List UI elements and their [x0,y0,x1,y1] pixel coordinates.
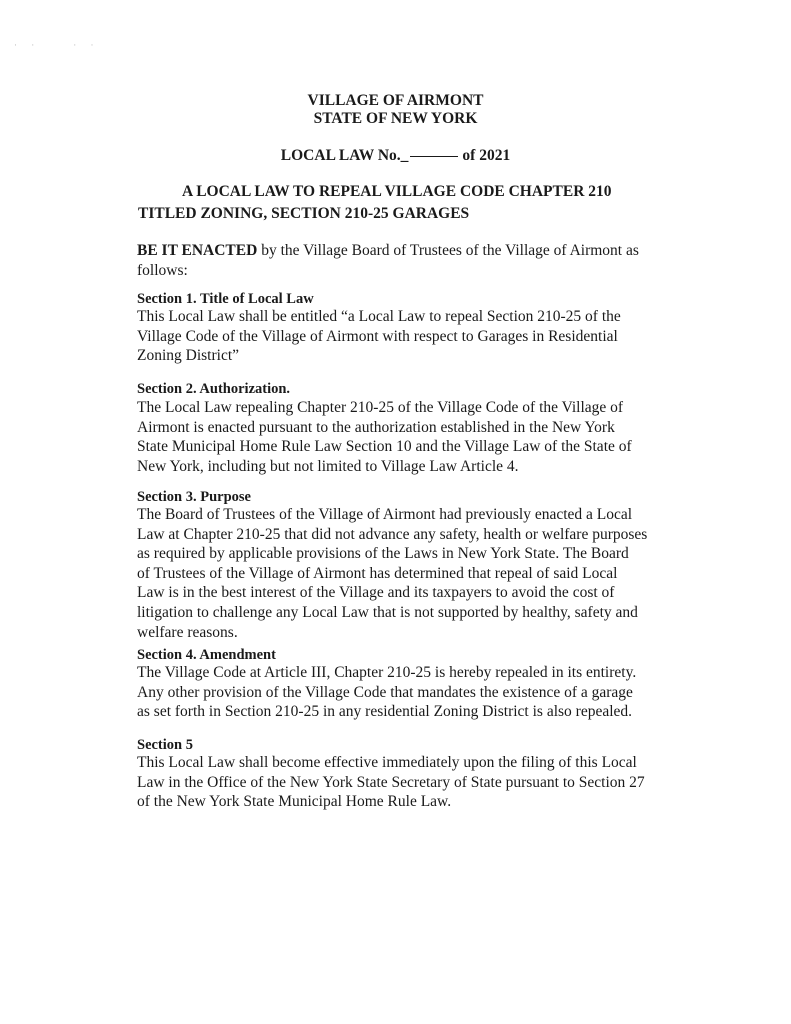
section-2-line: New York, including but not limited to Village Law Article 4. [137,457,519,475]
section-1-line: This Local Law shall be entitled “a Local Law to repeal Section 210-25 of the [137,308,621,325]
section-3-line: welfare reasons. [137,623,238,641]
section-3-line: of Trustees of the Village of Airmont has determined that repeal of said Local [137,564,618,582]
section-5-line: Law in the Office of the New York State Secretary of State pursuant to Section 27 [137,773,645,791]
local-law-number-heading [0,147,791,165]
section-4-body [137,663,657,722]
law-number-blank [410,155,458,157]
village-name-heading: VILLAGE OF AIRMONT [307,92,484,109]
state-name-heading: STATE OF NEW YORK [313,110,478,127]
section-1-line: Village Code of the Village of Airmont with respect to Garages in Residential [137,327,618,345]
section-2-line: Airmont is enacted pursuant to the authorization established in the New York [137,418,615,436]
section-1-line: Zoning District” [137,347,240,365]
section-3-heading: Section 3. Purpose [137,489,251,505]
enactment-line-1 [137,241,657,261]
section-2-line: State Municipal Home Rule Law Section 10 and the Village Law of the State of [137,438,632,456]
section-5-body [137,753,657,812]
section-2-body [137,398,657,476]
enactment-rest: by the Village Board of Trustees of the Village of Airmont as [257,242,639,259]
section-4-heading: Section 4. Amendment [137,647,276,663]
section-5-line: This Local Law shall become effective immediately upon the filing of this Local [137,754,637,771]
section-2-heading: Section 2. Authorization. [137,381,291,397]
section-1-heading: Section 1. Title of Local Law [137,291,314,307]
law-title-line-2: TITLED ZONING, SECTION 210-25 GARAGES [138,205,470,222]
enactment-line-2: follows: [137,261,188,279]
law-title [138,181,658,225]
section-4-line: Any other provision of the Village Code that mandates the existence of a garage [137,683,633,701]
section-3-line: Law at Chapter 210-25 that did not advance any safety, health or welfare purposes [137,525,648,543]
section-4-line: as set forth in Section 210-25 in any residential Zoning District is also repealed. [137,703,633,721]
section-3-line: litigation to challenge any Local Law that is not supported by healthy, safety and [137,603,638,621]
law-title-line-1: A LOCAL LAW TO REPEAL VILLAGE CODE CHAPTER 210 [182,183,612,200]
section-3-line: The Board of Trustees of the Village of Airmont had previously enacted a Local [137,506,633,523]
local-law-prefix: LOCAL LAW No._ [280,147,409,164]
section-1-body [137,307,657,366]
enactment-bold-lead: BE IT ENACTED [137,242,258,259]
section-2-line: The Local Law repealing Chapter 210-25 of the Village Code of the Village of [137,399,624,416]
section-3-line: as required by applicable provisions of the Laws in New York State. The Board [137,545,629,563]
scan-artifact-marks: · · · · [14,40,100,50]
section-5-line: of the New York State Municipal Home Rule Law. [137,793,452,811]
section-5-heading: Section 5 [137,737,193,753]
local-law-year: of 2021 [462,147,511,164]
enactment-clause [137,241,657,280]
section-4-line: The Village Code at Article III, Chapter 210-25 is hereby repealed in its entirety. [137,664,637,681]
section-3-line: Law is in the best interest of the Village and its taxpayers to avoid the cost of [137,584,615,602]
section-3-body [137,505,657,642]
